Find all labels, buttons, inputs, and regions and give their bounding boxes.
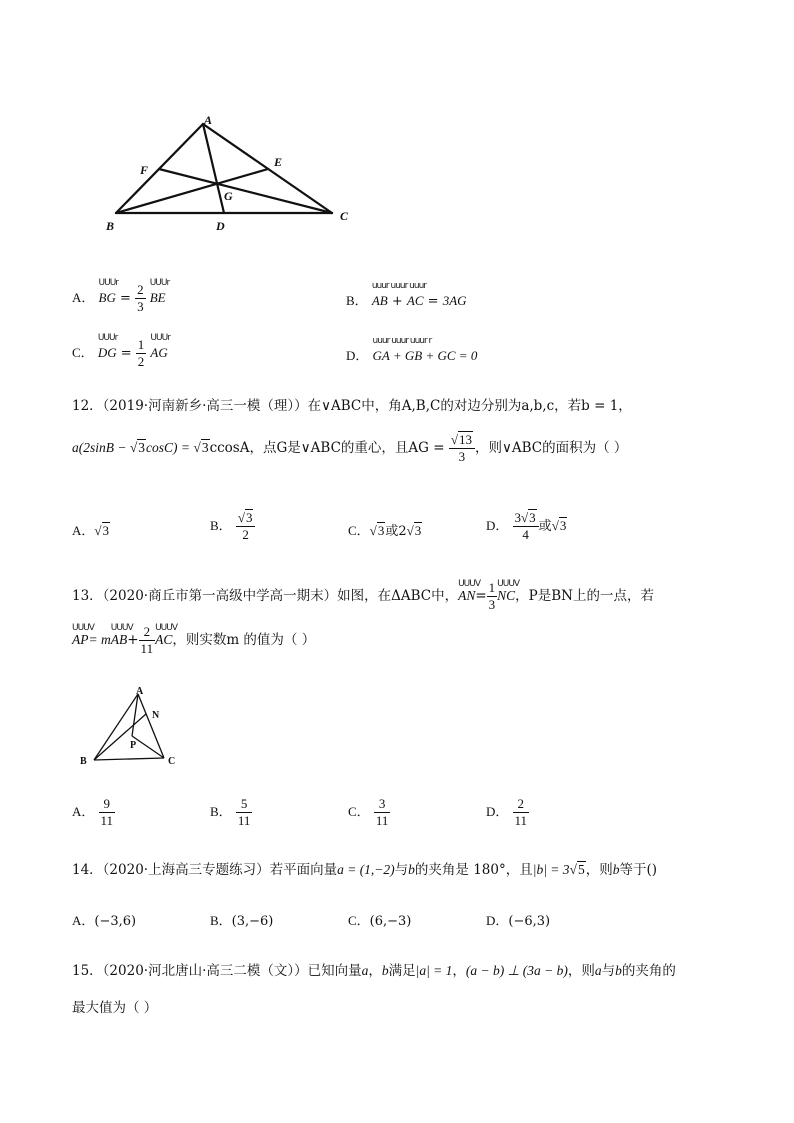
q15-stem-line1: 15．（2020·河北唐山·高三二模（文））已知向量a，b满足|a| = 1，(a − b) ⊥ (3a − b)，则a与b的夹角的	[72, 963, 676, 979]
q14-option-d[interactable]: D．(−6,3)	[486, 913, 551, 929]
q13-option-b[interactable]: B． $\frac{5}{11}$	[210, 796, 251, 828]
fraction: $\frac{2}{11}$	[514, 796, 528, 828]
triangle-bnp-figure	[74, 684, 194, 774]
q11-option-b[interactable]: B． uuur uuur uuur AB + AC = 3AG	[346, 281, 467, 309]
fraction: $\frac{5}{11}$	[237, 796, 251, 828]
q15-stem-line2: 最大值为（ ）	[72, 1000, 158, 1016]
q12-stem-line2: a(2sinB − √3cosC) = √3ccosA，点G是∨ABC的重心，且AG = $\frac{√13}{3}$ ，则∨ABC的面积为（ ）	[72, 432, 628, 464]
q13-stem-line2: UUUV AP= m UUUV AB+ $\frac{2}{11}$ UUUV AC，则实数m 的值为（ ）	[72, 623, 316, 656]
q14-option-b[interactable]: B．(3,−6)	[210, 913, 274, 929]
fraction: $\frac{√3}{2}$	[236, 510, 256, 543]
segment-ap	[132, 694, 138, 736]
label-a: A	[136, 686, 144, 697]
label-g: G	[224, 189, 233, 203]
fraction: $\frac{2}{3}$	[137, 282, 144, 314]
fraction: $\frac{3}{11}$	[375, 796, 389, 828]
q11-option-a[interactable]: A． UUUr BG = $\frac{2}{3}$ UUUr BE	[72, 278, 170, 314]
label-d: D	[216, 219, 225, 233]
label-p: P	[130, 740, 137, 751]
label-n: N	[152, 710, 160, 721]
fraction: $\frac{√13}{3}$	[449, 432, 475, 465]
label-a: A	[204, 113, 213, 127]
side-bc	[94, 758, 164, 760]
label-b: B	[80, 756, 87, 767]
fraction: $\frac{2}{11}$	[140, 624, 154, 656]
fraction: $\frac{1}{2}$	[137, 337, 145, 369]
q11-option-c[interactable]: C． UUUr DG = $\frac{1}{2}$ UUUr AG	[72, 333, 170, 369]
q11-option-d[interactable]: D． uuur uuur uuur r GA + GB + GC = 0	[346, 336, 478, 363]
q13-stem-line1: 13．（2020·商丘市第一高级中学高一期末）如图，在ΔABC中， UUUV AN= $\frac{1}{3}$ UUUV NC，P是BN上的一点，若	[72, 579, 654, 612]
label-c: C	[168, 756, 176, 767]
q12-option-b[interactable]: B． $\frac{√3}{2}$	[210, 510, 255, 543]
q14-option-c[interactable]: C．(6,−3)	[348, 913, 412, 929]
q14-stem: 14．（2020·上海高三专题练习）若平面向量a = (1,−2)与b的夹角是 180°，且|b| = 3√5，则b等于()	[72, 862, 657, 878]
label-e: E	[274, 155, 283, 169]
q13-option-a[interactable]: A． $\frac{9}{11}$	[72, 796, 114, 828]
fraction: $\frac{3√3}{4}$	[513, 510, 539, 543]
q14-option-a[interactable]: A．(−3,6)	[72, 913, 137, 929]
fraction: $\frac{1}{3}$	[488, 580, 496, 612]
q12-option-d[interactable]: D． $\frac{3√3}{4}$ 或√3	[486, 510, 567, 542]
triangle-centroid-figure	[100, 112, 360, 237]
label-f: F	[140, 163, 149, 177]
label-b: B	[106, 219, 115, 233]
q12-option-a[interactable]: A．√3	[72, 523, 110, 538]
q13-option-c[interactable]: C． $\frac{3}{11}$	[348, 796, 389, 828]
q12-stem-line1: 12．（2019·河南新乡·高三一模（理））在∨ABC中，角A,B,C的对边分别为a,b,c，若b = 1，	[72, 398, 632, 414]
q12-option-c[interactable]: C．√3或2√3	[348, 523, 422, 539]
fraction: $\frac{9}{11}$	[100, 796, 114, 828]
q13-option-d[interactable]: D． $\frac{2}{11}$	[486, 796, 528, 828]
label-c: C	[340, 209, 349, 223]
